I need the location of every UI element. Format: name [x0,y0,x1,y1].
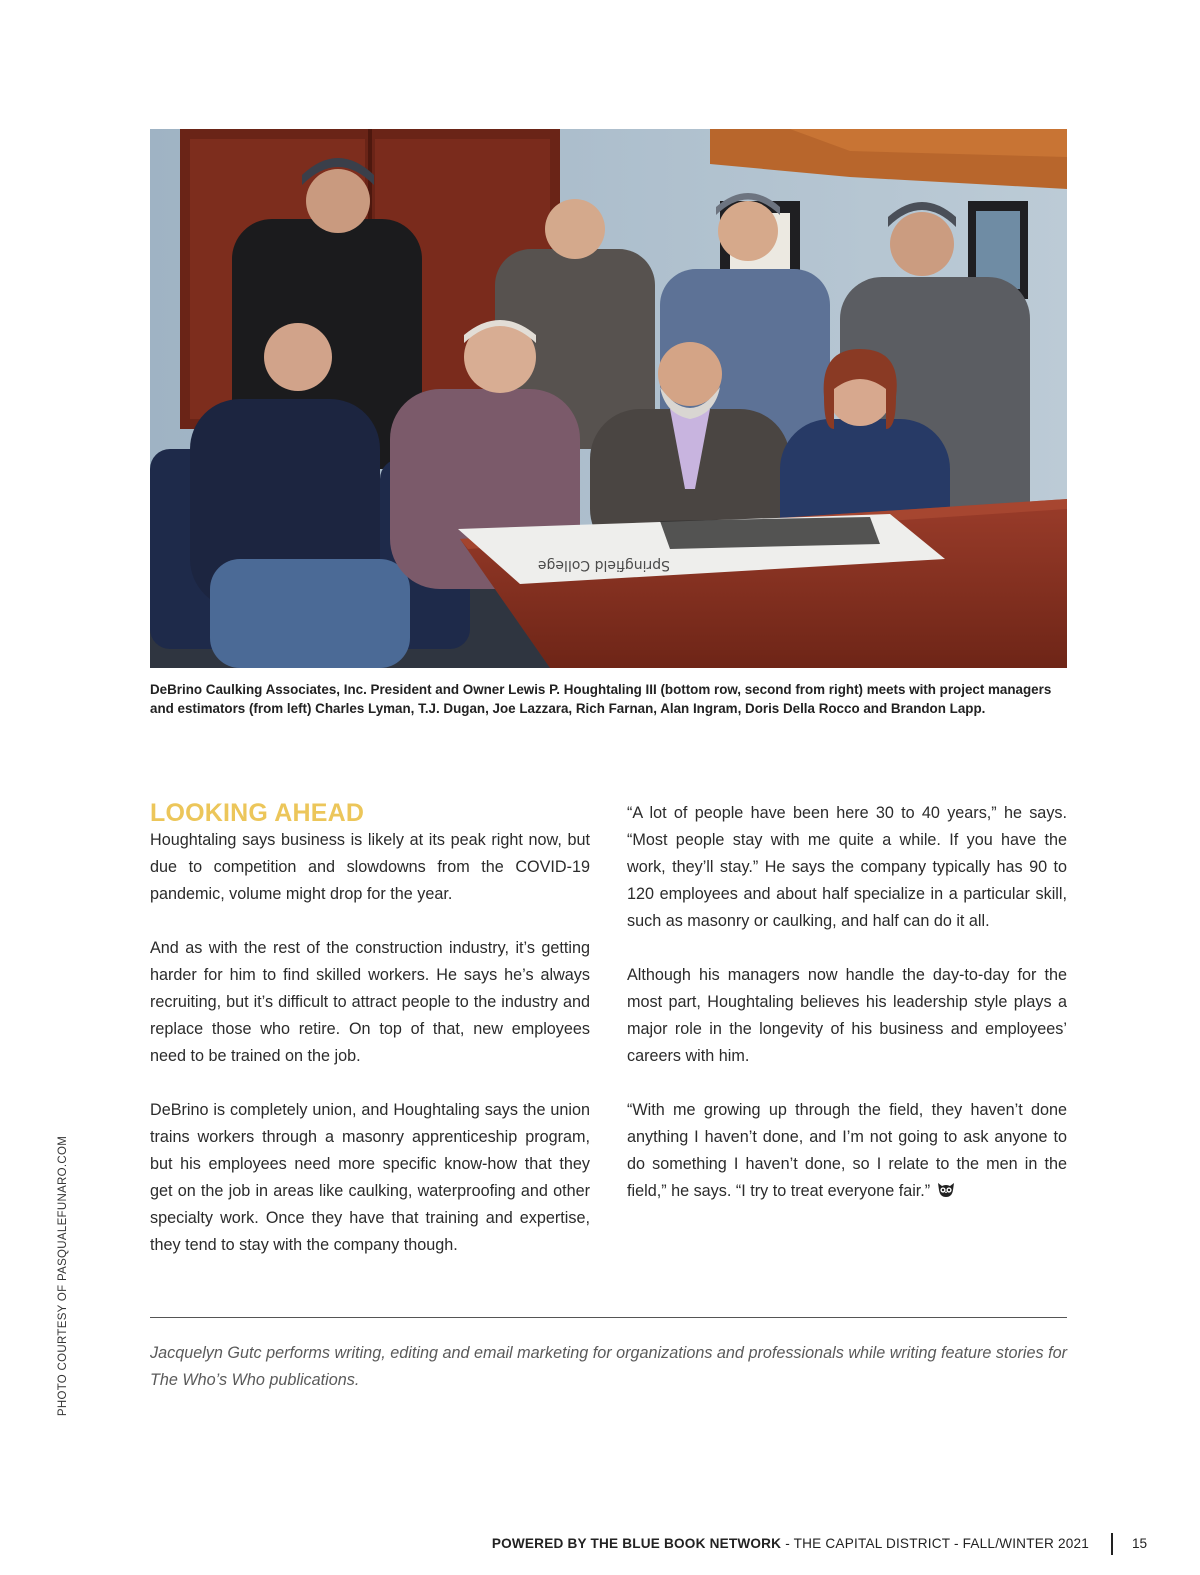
article-paragraph-last [627,1097,1067,1208]
article-paragraph: And as with the rest of the construction industry, it’s getting harder for him to find skilled workers. He says he’s always recruiting, but it’s difficult to attract people to the industry and replace those who retire. On top of that, new employees need to be trained on the job. [150,939,590,1065]
footer-text [492,1536,1089,1551]
group-photo [150,129,1067,668]
article-column-left [150,800,590,1286]
divider [150,1317,1067,1318]
article-paragraph: Houghtaling says business is likely at its peak right now, but due to competition and slowdowns from the COVID-19 pandemic, volume might drop for the year. [150,831,590,903]
sign-text: Springfield College [537,557,670,573]
article-paragraph: “A lot of people have been here 30 to 40 years,” he says. “Most people stay with me quite a while. If you have the work, they’ll stay.” He says the company typically has 90 to 120 employees and about half specialize in a particular skill, such as masonry or caulking, and half can do it all. [627,804,1067,930]
article-paragraph: DeBrino is completely union, and Houghtaling says the union trains workers through a masonry apprenticeship program, but his employees need more specific know-how that they get on the job in areas like caulking, waterproofing and other specialty work. Once they have that training and expertise, they tend to stay with the company though. [150,1101,590,1254]
owl-icon [936,1181,956,1208]
article-paragraph-text: “With me growing up through the field, they haven’t done anything I haven’t done, and I’m not going to ask anyone to do something I haven’t done, so I relate to the men in the field,” he says. “I try to treat everyone fair.” [627,1101,1067,1200]
footer-brand: POWERED BY THE BLUE BOOK NETWORK [491,1536,782,1551]
group-photo-illustration [150,129,1067,668]
article-paragraph: Although his managers now handle the day-to-day for the most part, Houghtaling believes his leadership style plays a major role in the longevity of his business and employees’ careers with him. [627,966,1067,1065]
author-bio: Jacquelyn Gutc performs writing, editing and email marketing for organizations and professionals while writing feature stories for The Who’s Who publications. [150,1344,1067,1389]
article-column-right [627,800,1067,1235]
photo-caption: DeBrino Caulking Associates, Inc. President and Owner Lewis P. Houghtaling III (bottom row, second from right) meets with project managers and estimators (from left) Charles Lyman, T.J. Dugan, Joe Lazzara, Rich Farnan, Alan Ingram, Doris Della Rocco and Brandon Lapp. [150,682,1052,716]
page-number: 15 [1132,1536,1148,1551]
photo-credit-text: PHOTO COURTESY OF PASQUALEFUNARO.COM [57,1135,69,1417]
footer-divider [1111,1533,1113,1555]
footer-issue: - THE CAPITAL DISTRICT - FALL/WINTER 2021 [781,1536,1089,1551]
section-heading: LOOKING AHEAD [150,799,365,827]
